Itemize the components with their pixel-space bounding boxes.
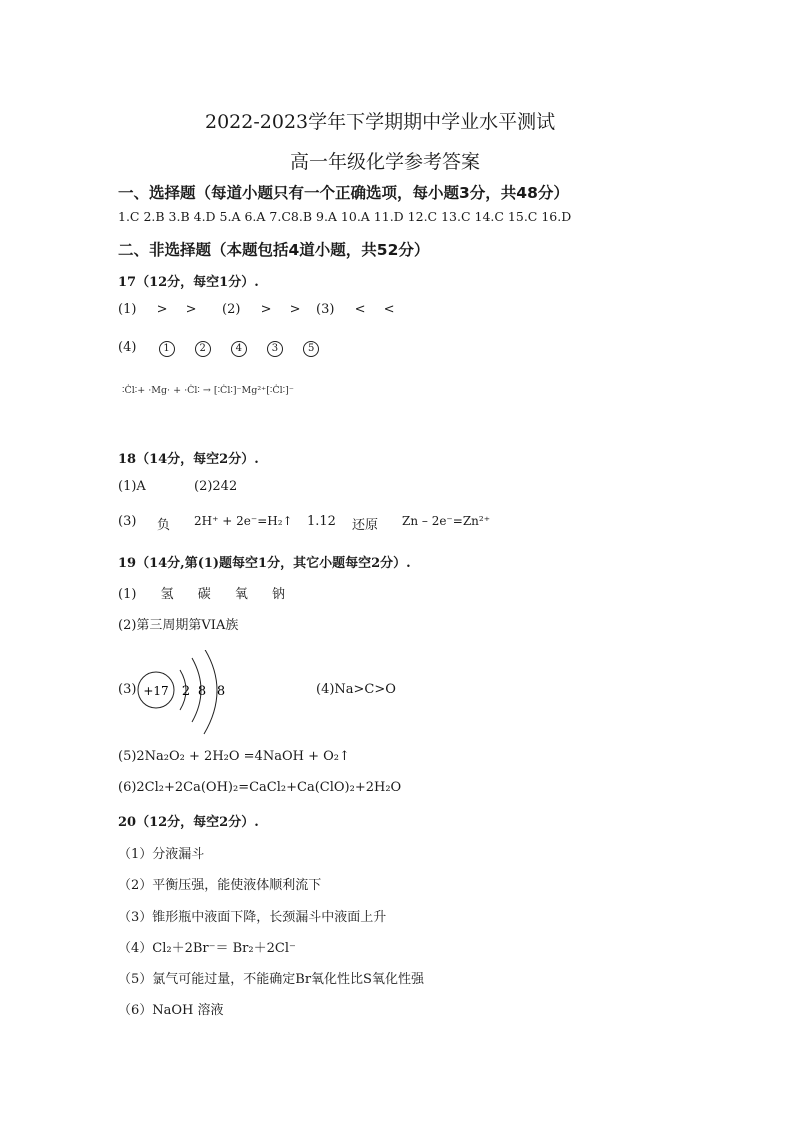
q19-part4: (4)Na>C>O — [316, 682, 396, 697]
q20-part6: （6）NaOH 溶液 — [118, 1003, 224, 1018]
q17-part3 — [316, 302, 395, 317]
q17-p1-ans-a: > — [156, 302, 168, 317]
q18-electrode: 负 — [157, 518, 171, 533]
q20-part5: （5）氯气可能过量，不能确定Br氧化性比S氧化性强 — [118, 972, 424, 987]
section2-heading: 二、非选择题（本题包括4道小题，共52分） — [118, 241, 430, 259]
q18-part2: (2)242 — [194, 479, 238, 494]
q19-part2: (2)第三周期第VIA族 — [118, 618, 239, 633]
q19-part3-label: (3) — [118, 682, 137, 697]
q17-p1-ans-b: > — [185, 302, 197, 317]
q17-circled-3: 3 — [267, 341, 283, 357]
q19-element-3: 氧 — [234, 587, 248, 602]
q17-p2-ans-a: > — [260, 302, 272, 317]
q19-shell-1-electrons: 2 — [181, 684, 191, 699]
q19-part6: (6)2Cl₂+2Ca(OH)₂=CaCl₂+Ca(ClO)₂+2H₂O — [118, 780, 402, 795]
q19-header: 19（14分,第(1)题每空1分，其它小题每空2分）. — [118, 556, 411, 571]
q17-p4-label: (4) — [118, 340, 137, 355]
q19-element-4: 钠 — [272, 587, 286, 602]
q19-p1-label: (1) — [118, 587, 137, 602]
q20-part2: （2）平衡压强，能使液体顺利流下 — [118, 878, 322, 893]
q19-nucleus-charge: +17 — [143, 684, 169, 698]
q19-shell-3-electrons: 8 — [216, 684, 226, 699]
q17-p3-ans-b: < — [383, 302, 395, 317]
document-subtitle: 高一年级化学参考答案 — [290, 151, 481, 173]
q19-part5: (5)2Na₂O₂ + 2H₂O =4NaOH + O₂↑ — [118, 749, 350, 764]
q20-part3: （3）锥形瓶中液面下降，长颈漏斗中液面上升 — [118, 910, 387, 925]
q18-cathode-equation: 2H⁺ + 2e⁻=H₂↑ — [194, 514, 293, 528]
section1-heading: 一、选择题（每道小题只有一个正确选项，每小题3分，共48分） — [118, 184, 569, 202]
q19-shell-2-electrons: 8 — [197, 684, 207, 699]
q19-element-1: 氢 — [160, 587, 174, 602]
section1-answers: 1.C 2.B 3.B 4.D 5.A 6.A 7.C8.B 9.A 10.A 11.D 12.C 13.C 14.C 15.C 16.D — [118, 209, 572, 224]
q18-part1: (1)A — [118, 479, 146, 494]
q20-part1: （1）分液漏斗 — [118, 847, 205, 862]
q17-p2-label: (2) — [222, 302, 241, 317]
q17-circled-4: 4 — [231, 341, 247, 357]
q18-anode-equation: Zn – 2e⁻=Zn²⁺ — [402, 514, 491, 528]
q17-part1 — [118, 302, 197, 317]
q17-circled-1: 1 — [159, 341, 175, 357]
q18-part3-label: (3) — [118, 514, 137, 529]
q18-volume: 1.12 — [307, 514, 336, 529]
q18-reaction-type: 还原 — [352, 518, 379, 533]
q17-p1-label: (1) — [118, 302, 137, 317]
q19-element-2: 碳 — [197, 587, 211, 602]
q18-header: 18（14分，每空2分）. — [118, 452, 259, 467]
q17-part2 — [222, 302, 301, 317]
q19-part1 — [118, 583, 285, 602]
q17-header: 17（12分，每空1分）. — [118, 275, 259, 290]
q17-p3-ans-a: < — [354, 302, 366, 317]
q17-p2-ans-b: > — [289, 302, 301, 317]
q17-part4 — [118, 340, 319, 357]
document-title: 2022-2023学年下学期期中学业水平测试 — [205, 111, 556, 133]
q19-chlorine-atom-structure-diagram — [134, 650, 234, 740]
q17-mgcl2-formation-formula: ∶Ċl∶+ ·Mg· + ·Ċl∶ → [∶Ċl∶]⁻Mg²⁺[∶Ċl∶]⁻ — [122, 385, 294, 396]
q17-p3-label: (3) — [316, 302, 335, 317]
q20-header: 20（12分，每空2分）. — [118, 815, 259, 830]
q20-part4: （4）Cl₂＋2Br⁻＝ Br₂＋2Cl⁻ — [118, 941, 296, 956]
q17-circled-2: 2 — [195, 341, 211, 357]
q17-circled-5: 5 — [303, 341, 319, 357]
